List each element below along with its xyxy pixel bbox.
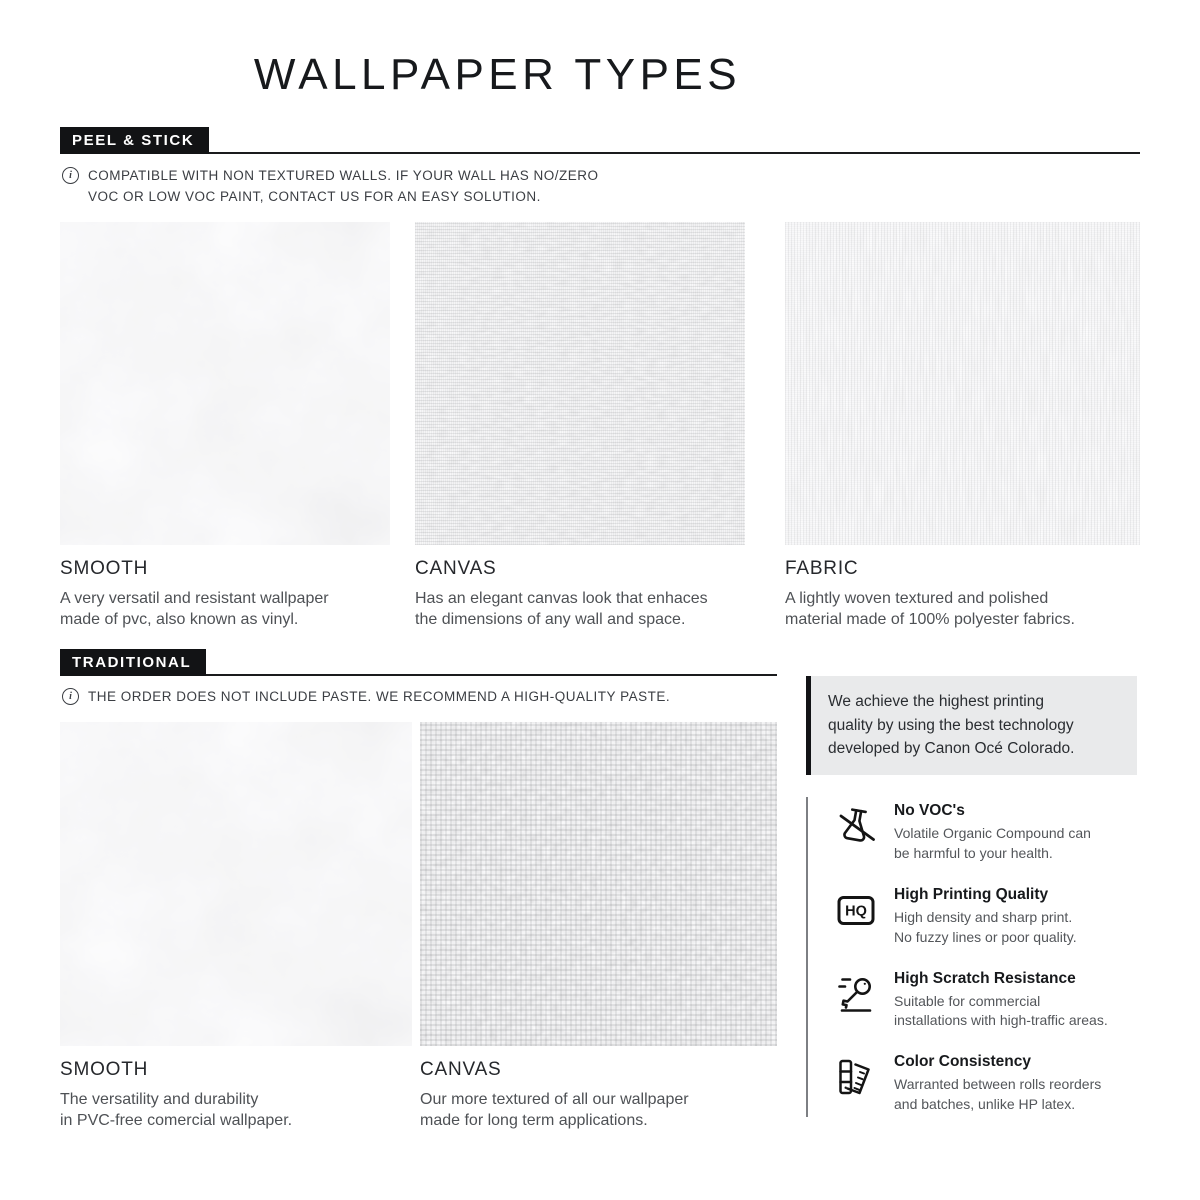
feature-title: High Printing Quality	[894, 885, 1049, 903]
smooth-texture-image	[60, 722, 412, 1046]
note-traditional	[62, 687, 782, 708]
desc-line: A lightly woven textured and polished	[785, 590, 1049, 607]
desc-line: A very versatil and resistant wallpaper	[60, 590, 329, 607]
desc-line: High density and sharp print.	[894, 908, 1073, 925]
feature-description	[894, 908, 1077, 948]
info-icon: i	[62, 688, 79, 705]
feature-title: Color Consistency	[894, 1053, 1031, 1071]
feature-title: No VOC's	[894, 802, 965, 819]
note-text	[88, 166, 599, 208]
page-title: WALLPAPER TYPES	[253, 50, 742, 99]
swatch-card-peel-fabric	[785, 222, 1140, 631]
swatch-card-peel-smooth	[60, 222, 390, 631]
desc-line: Warranted between rolls reorders	[894, 1076, 1102, 1093]
swatch-description	[420, 1089, 777, 1132]
callout-line: developed by Canon Océ Colorado.	[828, 740, 1075, 758]
section-rule	[209, 152, 1140, 154]
hq-badge-icon	[834, 888, 878, 932]
feature-text	[894, 970, 1108, 1032]
desc-line: material made of 100% polyester fabrics.	[785, 611, 1075, 629]
swatch-card-traditional-canvas	[420, 722, 777, 1132]
feature-text	[894, 886, 1077, 948]
note-line: VOC OR LOW VOC PAINT, CONTACT US FOR AN EASY SOLUTION.	[88, 188, 541, 204]
desc-line: Volatile Organic Compound can	[894, 825, 1091, 841]
color-swatches-icon	[834, 1055, 878, 1099]
no-voc-flask-icon	[834, 804, 878, 848]
feature-title: High Scratch Resistance	[894, 969, 1076, 987]
feature-list	[806, 797, 1142, 1117]
desc-line: and batches, unlike HP latex.	[894, 1096, 1076, 1113]
feature-text	[894, 1053, 1101, 1115]
feature-description	[894, 1075, 1101, 1115]
swatch-description	[415, 588, 745, 631]
svg-text:HQ: HQ	[845, 903, 867, 920]
desc-line: made of pvc, also known as vinyl.	[60, 611, 299, 629]
section-rule	[206, 674, 777, 676]
note-text	[88, 687, 670, 708]
section-header-traditional	[60, 649, 777, 676]
desc-line: No fuzzy lines or poor quality.	[894, 928, 1077, 945]
swatch-description	[785, 588, 1140, 631]
traditional-badge: TRADITIONAL	[60, 649, 206, 676]
feature-description	[894, 824, 1091, 864]
feature-no-vocs	[834, 802, 1142, 864]
canvas-texture-image	[415, 222, 745, 545]
swatch-label: CANVAS	[420, 1059, 502, 1080]
scratch-key-icon	[834, 972, 878, 1016]
swatch-card-peel-canvas	[415, 222, 745, 631]
swatch-label: SMOOTH	[60, 558, 149, 579]
note-line: COMPATIBLE WITH NON TEXTURED WALLS. IF YOUR WALL HAS NO/ZERO	[88, 168, 599, 183]
feature-high-printing-quality	[834, 886, 1142, 948]
fabric-texture-image	[785, 222, 1140, 545]
swatch-label: CANVAS	[415, 558, 497, 579]
callout-line: quality by using the best technology	[828, 716, 1074, 734]
canvas-coarse-texture-image	[420, 722, 777, 1046]
note-line: THE ORDER DOES NOT INCLUDE PASTE. WE RECOMMEND A HIGH-QUALITY PASTE.	[88, 689, 671, 704]
swatch-label: SMOOTH	[60, 1059, 149, 1080]
desc-line: The versatility and durability	[60, 1091, 259, 1108]
swatch-description	[60, 588, 390, 631]
desc-line: installations with high-traffic areas.	[894, 1012, 1108, 1029]
feature-text	[894, 802, 1091, 864]
desc-line: made for long term applications.	[420, 1112, 648, 1130]
swatch-description	[60, 1089, 412, 1132]
note-peel-stick	[62, 166, 722, 208]
smooth-texture-image	[60, 222, 390, 545]
feature-description	[894, 992, 1108, 1032]
printing-quality-callout	[806, 676, 1137, 775]
swatch-label: FABRIC	[785, 558, 859, 579]
desc-line: Our more textured of all our wallpaper	[420, 1091, 689, 1108]
section-header-peel-stick	[60, 127, 1140, 154]
callout-line: We achieve the highest printing	[828, 693, 1044, 710]
info-icon: i	[62, 167, 79, 184]
desc-line: Has an elegant canvas look that enhaces	[415, 590, 708, 607]
feature-high-scratch-resistance	[834, 970, 1142, 1032]
feature-color-consistency	[834, 1053, 1142, 1115]
desc-line: be harmful to your health.	[894, 844, 1053, 861]
desc-line: in PVC-free comercial wallpaper.	[60, 1112, 293, 1130]
peel-stick-badge: PEEL & STICK	[60, 127, 209, 154]
swatch-card-traditional-smooth	[60, 722, 412, 1132]
desc-line: Suitable for commercial	[894, 992, 1041, 1009]
desc-line: the dimensions of any wall and space.	[415, 611, 686, 629]
